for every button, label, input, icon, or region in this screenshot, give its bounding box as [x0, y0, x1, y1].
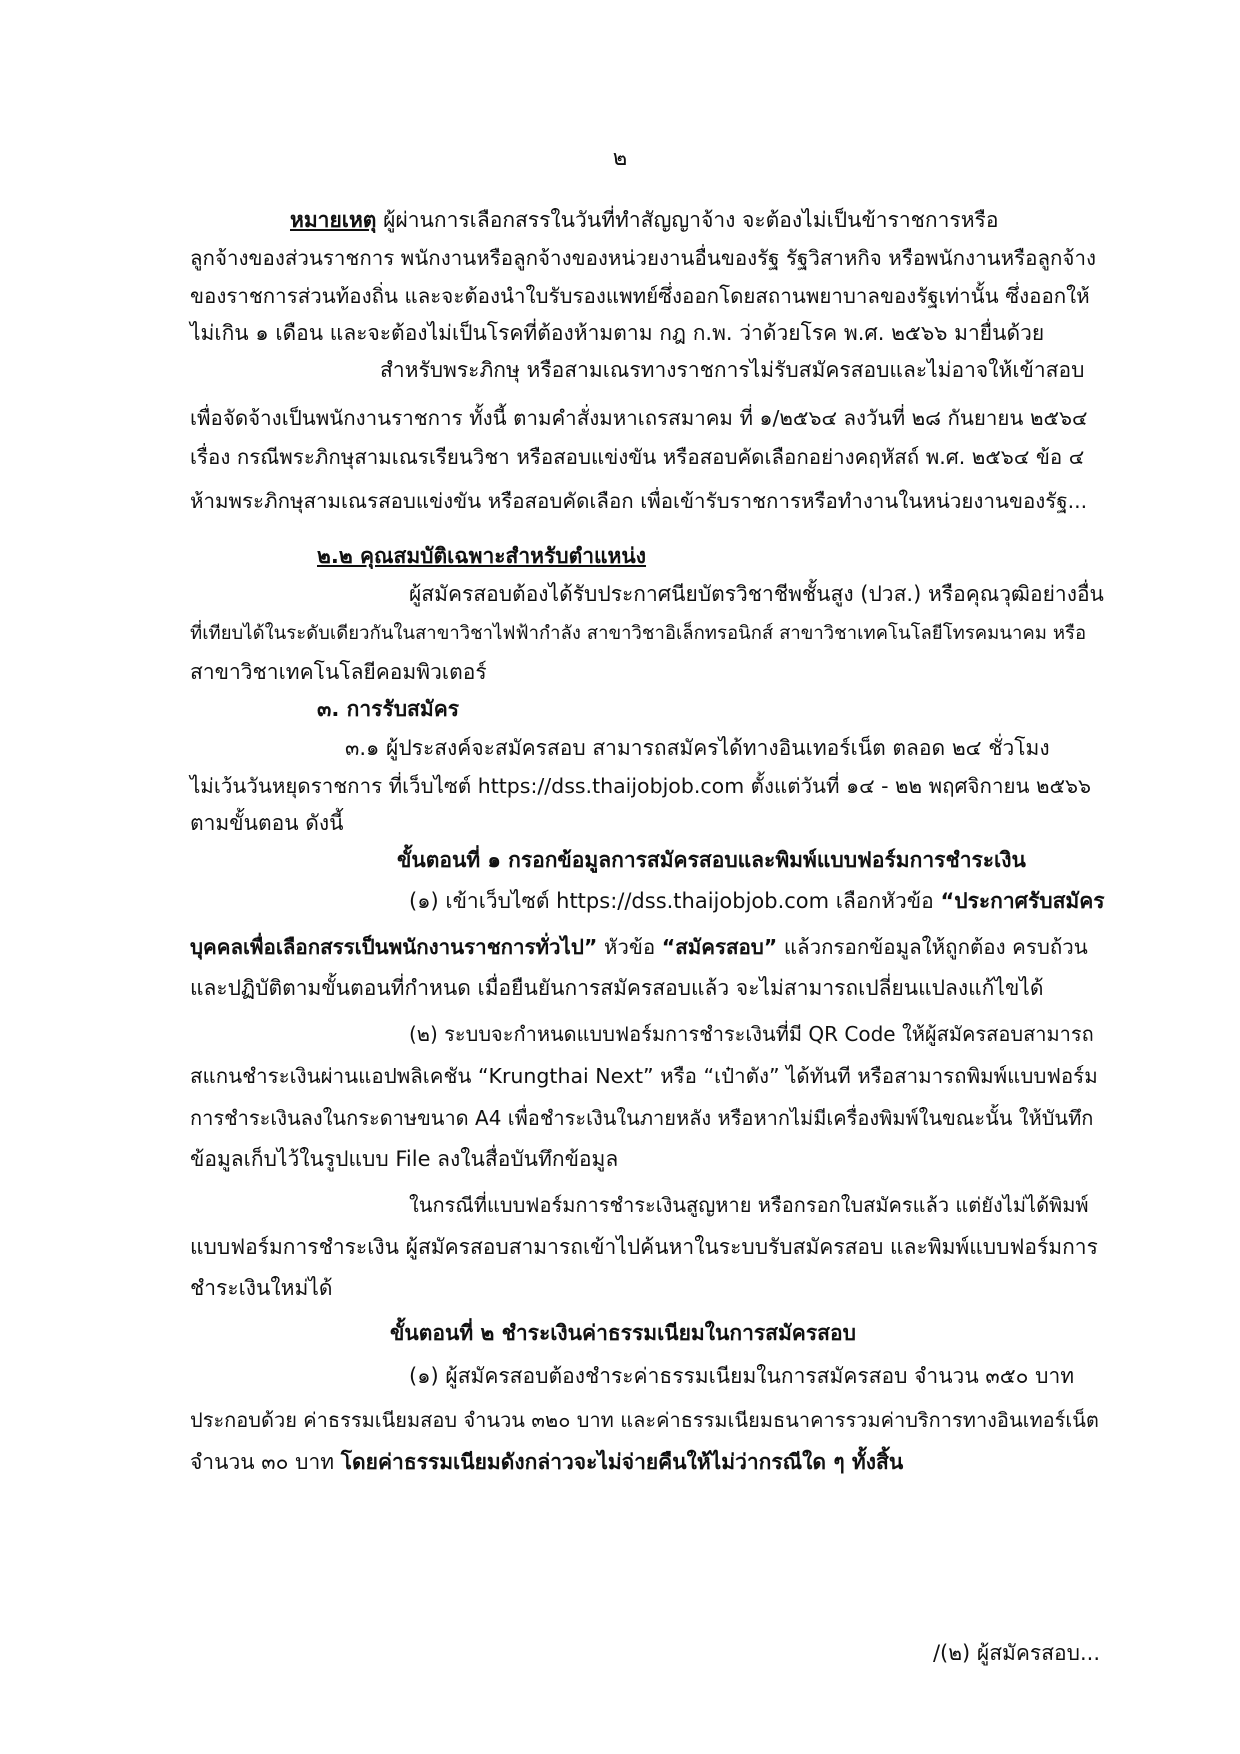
- section-3-line-1: ๓.๑ ผู้ประสงค์จะสมัครสอบ สามารถสมัครได้ทางอินเทอร์เน็ต ตลอด ๒๔ ชั่วโมง: [345, 736, 1050, 760]
- step-2-heading: ขั้นตอนที่ ๒ ชำระเงินค่าธรรมเนียมในการสมัครสอบ: [390, 1321, 856, 1345]
- step-1-p2-line-3: การชำระเงินลงในกระดาษขนาด A4 เพื่อชำระเงินในภายหลัง หรือหากไม่มีเครื่องพิมพ์ในขณะนั้น ให้บันทึก: [190, 1106, 1094, 1130]
- note-line-3: ของราชการส่วนท้องถิ่น และจะต้องนำใบรับรองแพทย์ซึ่งออกโดยสถานพยาบาลของรัฐเท่านั้น ซึ่งออกให้: [190, 284, 1090, 308]
- monk-line-3: เรื่อง กรณีพระภิกษุสามเณรเรียนวิชา หรือสอบแข่งขัน หรือสอบคัดเลือกอย่างคฤหัสถ์ พ.ศ. ๒๕๖๔ ข้อ ๔: [190, 445, 1085, 469]
- section-3-line-2: ไม่เว้นวันหยุดราชการ ที่เว็บไซต์ https://dss.thaijobjob.com ตั้งแต่วันที่ ๑๔ - ๒๒ พฤศจิกายน ๒๕๖๖: [190, 774, 1092, 798]
- step-2-text-b: โดยค่าธรรมเนียมดังกล่าวจะไม่จ่ายคืนให้ไม่ว่ากรณีใด ๆ ทั้งสิ้น: [340, 1450, 904, 1474]
- section-3-line-3: ตามขั้นตอน ดังนี้: [190, 811, 344, 835]
- step-1-p2-line-1: (๒) ระบบจะกำหนดแบบฟอร์มการชำระเงินที่มี QR Code ให้ผู้สมัครสอบสามารถ: [409, 1022, 1094, 1046]
- monk-line-2: เพื่อจัดจ้างเป็นพนักงานราชการ ทั้งนี้ ตามคำสั่งมหาเถรสมาคม ที่ ๑/๒๕๖๔ ลงวันที่ ๒๘ กันยายน ๒๕๖๔: [190, 406, 1088, 430]
- note-line-1: [290, 205, 998, 235]
- step-1-p1-line-2: [190, 932, 1088, 962]
- step-2-text-a: จำนวน ๓๐ บาท: [190, 1450, 341, 1474]
- step-1-p2-line-4: ข้อมูลเก็บไว้ในรูปแบบ File ลงในสื่อบันทึกข้อมูล: [190, 1147, 619, 1171]
- section-2-2-line-3: สาขาวิชาเทคโนโลยีคอมพิวเตอร์: [190, 660, 487, 684]
- step-2-line-1: (๑) ผู้สมัครสอบต้องชำระค่าธรรมเนียมในการสมัครสอบ จำนวน ๓๕๐ บาท: [409, 1364, 1075, 1388]
- section-2-2-heading: ๒.๒ คุณสมบัติเฉพาะสำหรับตำแหน่ง: [317, 544, 647, 568]
- step-1-p1-line-1: [409, 886, 1105, 916]
- step-1-p2-line-2: สแกนชำระเงินผ่านแอปพลิเคชัน “Krungthai Next” หรือ “เป๋าตัง” ได้ทันที หรือสามารถพิมพ์แบบฟอร์ม: [190, 1064, 1098, 1088]
- note-label: หมายเหตุ: [290, 208, 377, 232]
- step-1-p1-text-b: “ประกาศรับสมัคร: [940, 889, 1105, 913]
- step-2-line-2: ประกอบด้วย ค่าธรรมเนียมสอบ จำนวน ๓๒๐ บาท และค่าธรรมเนียมธนาคารรวมค่าบริการทางอินเทอร์เน็ต: [190, 1408, 1099, 1432]
- section-2-2-line-1: ผู้สมัครสอบต้องได้รับประกาศนียบัตรวิชาชีพชั้นสูง (ปวส.) หรือคุณวุฒิอย่างอื่น: [409, 582, 1104, 606]
- step-1-p1-text-e: “สมัครสอบ”: [661, 935, 778, 959]
- step-1-p3-line-3: ชำระเงินใหม่ได้: [190, 1276, 333, 1300]
- step-1-p1-text-a: (๑) เข้าเว็บไซต์ https://dss.thaijobjob.com เลือกหัวข้อ: [409, 889, 941, 913]
- monk-line-1: สำหรับพระภิกษุ หรือสามเณรทางราชการไม่รับสมัครสอบและไม่อาจให้เข้าสอบ: [380, 358, 1085, 382]
- step-1-p3-line-1: ในกรณีที่แบบฟอร์มการชำระเงินสูญหาย หรือกรอกใบสมัครแล้ว แต่ยังไม่ได้พิมพ์: [409, 1193, 1089, 1217]
- note-line-4: ไม่เกิน ๑ เดือน และจะต้องไม่เป็นโรคที่ต้องห้ามตาม กฎ ก.พ. ว่าด้วยโรค พ.ศ. ๒๕๖๖ มายื่นด้วย: [190, 321, 1045, 345]
- section-2-2-line-2: ที่เทียบได้ในระดับเดียวกันในสาขาวิชาไฟฟ้ากำลัง สาขาวิชาอิเล็กทรอนิกส์ สาขาวิชาเทคโนโลยีโทรคมนาคม หรือ: [190, 623, 1087, 644]
- step-1-p1-line-3: และปฏิบัติตามขั้นตอนที่กำหนด เมื่อยืนยันการสมัครสอบแล้ว จะไม่สามารถเปลี่ยนแปลงแก้ไขได้: [190, 976, 1044, 1000]
- note-line-2: ลูกจ้างของส่วนราชการ พนักงานหรือลูกจ้างของหน่วยงานอื่นของรัฐ รัฐวิสาหกิจ หรือพนักงานหรือลูกจ้าง: [190, 246, 1096, 270]
- step-1-p3-line-2: แบบฟอร์มการชำระเงิน ผู้สมัครสอบสามารถเข้าไปค้นหาในระบบรับสมัครสอบ และพิมพ์แบบฟอร์มการ: [190, 1235, 1098, 1259]
- page-number: ๒: [612, 146, 628, 171]
- monk-line-4: ห้ามพระภิกษุสามเณรสอบแข่งขัน หรือสอบคัดเลือก เพื่อเข้ารับราชการหรือทำงานในหน่วยงานของรัฐ...: [190, 489, 1088, 513]
- note-text-1: ผู้ผ่านการเลือกสรรในวันที่ทำสัญญาจ้าง จะต้องไม่เป็นข้าราชการหรือ: [383, 208, 999, 232]
- step-2-line-3: [190, 1447, 903, 1477]
- step-1-p1-text-c: บุคคลเพื่อเลือกสรรเป็นพนักงานราชการทั่วไป”: [190, 935, 598, 959]
- page-footer-continuation: /(๒) ผู้สมัครสอบ...: [932, 1641, 1100, 1665]
- step-1-heading: ขั้นตอนที่ ๑ กรอกข้อมูลการสมัครสอบและพิมพ์แบบฟอร์มการชำระเงิน: [397, 848, 1026, 872]
- step-1-p1-text-f: แล้วกรอกข้อมูลให้ถูกต้อง ครบถ้วน: [777, 935, 1088, 959]
- section-3-heading: ๓. การรับสมัคร: [317, 697, 460, 721]
- step-1-p1-text-d: หัวข้อ: [597, 935, 662, 959]
